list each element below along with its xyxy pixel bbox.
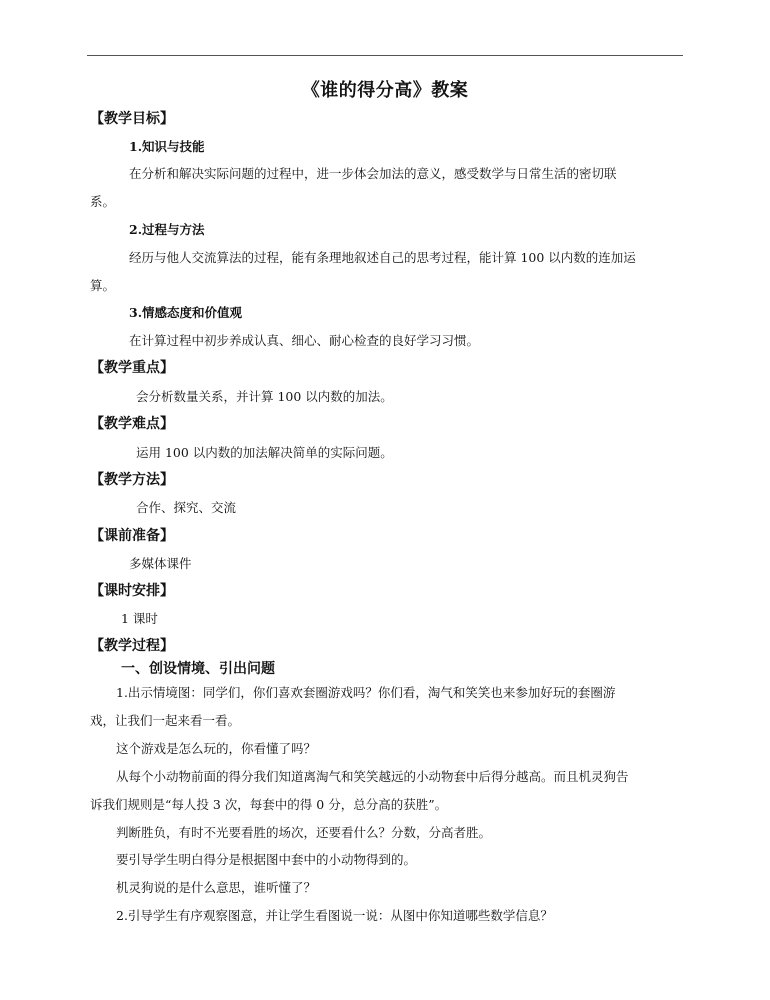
methods-text: 合作、探究、交流 bbox=[136, 500, 237, 515]
process-heading: 【教学过程】 bbox=[90, 638, 174, 654]
difficulties-heading: 【教学难点】 bbox=[90, 416, 174, 432]
objective-2-text-line1: 经历与他人交流算法的过程，能有条理地叙述自己的思考过程，能计算 100 以内数的连加运 bbox=[129, 250, 636, 265]
objective-1-text-line1: 在分析和解决实际问题的过程中，进一步体会加法的意义，感受数学与日常生活的密切联 bbox=[129, 166, 617, 181]
process-p5: 要引导学生明白得分是根据图中套中的小动物得到的。 bbox=[116, 852, 417, 867]
objective-2-title: 2.过程与方法 bbox=[129, 222, 205, 237]
difficulties-text: 运用 100 以内数的加法解决简单的实际问题。 bbox=[136, 445, 393, 460]
objective-3-text: 在计算过程中初步养成认真、细心、耐心检查的良好学习习惯。 bbox=[129, 333, 480, 348]
process-p7: 2.引导学生有序观察图意，并让学生看图说一说：从图中你知道哪些数学信息？ bbox=[116, 908, 553, 923]
schedule-text: 1 课时 bbox=[121, 611, 158, 626]
schedule-heading: 【课时安排】 bbox=[90, 583, 174, 599]
objectives-heading: 【教学目标】 bbox=[90, 111, 174, 127]
objective-3-title: 3.情感态度和价值观 bbox=[129, 305, 243, 320]
process-p4: 判断胜负，有时不光要看胜的场次，还要看什么？分数，分高者胜。 bbox=[116, 825, 492, 840]
methods-heading: 【教学方法】 bbox=[90, 472, 174, 488]
document-title: 《谁的得分高》教案 bbox=[301, 80, 469, 101]
key-points-heading: 【教学重点】 bbox=[90, 360, 174, 376]
preparation-text: 多媒体课件 bbox=[129, 556, 192, 571]
process-p1-line2: 戏，让我们一起来看一看。 bbox=[90, 713, 241, 728]
header-rule bbox=[87, 55, 683, 56]
objective-1-title: 1.知识与技能 bbox=[129, 139, 205, 154]
process-p1-line1: 1.出示情境图：同学们，你们喜欢套圈游戏吗？你们看，淘气和笑笑也来参加好玩的套圈游 bbox=[116, 685, 616, 700]
objective-1-text-line2: 系。 bbox=[90, 194, 116, 209]
key-points-text: 会分析数量关系，并计算 100 以内数的加法。 bbox=[136, 389, 393, 404]
process-p2: 这个游戏是怎么玩的，你看懂了吗？ bbox=[116, 741, 317, 756]
process-section-1-title: 一、创设情境、引出问题 bbox=[121, 661, 275, 677]
preparation-heading: 【课前准备】 bbox=[90, 528, 174, 544]
process-p3-line2: 诉我们规则是“每人投 3 次，每套中的得 0 分，总分高的获胜”。 bbox=[90, 797, 448, 812]
process-p6: 机灵狗说的是什么意思，谁听懂了？ bbox=[116, 880, 317, 895]
process-p3-line1: 从每个小动物前面的得分我们知道离淘气和笑笑越远的小动物套中后得分越高。而且机灵狗告 bbox=[116, 769, 629, 784]
objective-2-text-line2: 算。 bbox=[90, 278, 116, 293]
